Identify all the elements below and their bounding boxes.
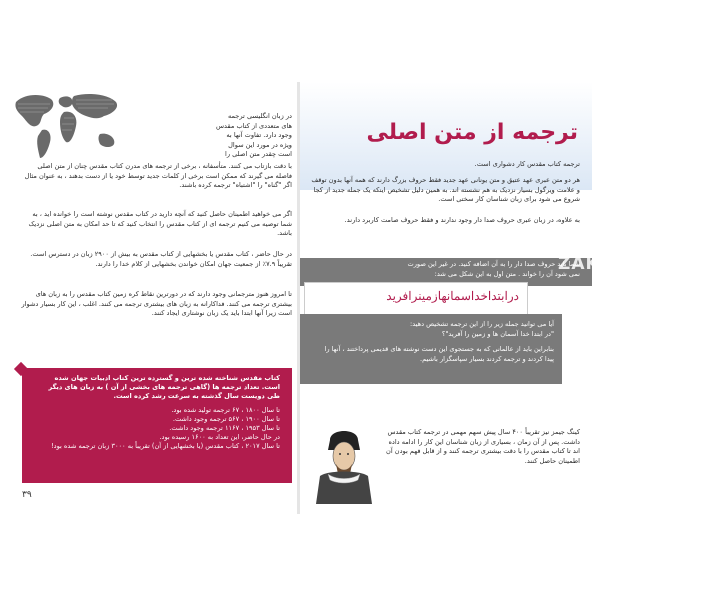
gratitude-paragraph: بنابراین باید از عالمانی که به جستجوی این دست نوشته های قدیمی پرداختند ، آنها را پیدا کردند و ترجمه کردند بسیار سپاسگزار باشیم. bbox=[324, 345, 554, 363]
left-paragraph-3: در حال حاضر ، کتاب مقدس یا بخشهایی از کتاب مقدس به بیش از ۲۹۰۰ زبان در دسترس است. تقریباً ۷.۹٪ از جمعیت جهان امکان خواندن بخشهایی از کلام خدا را دارند. bbox=[30, 250, 292, 268]
intro-line: وجود دارد. تفاوت آنها به bbox=[226, 131, 292, 140]
stats-item: تا سال ۱۹۵۳ ، ۱۱۶۷ ترجمه وجود داشت. bbox=[169, 424, 280, 433]
intro-line: های متعددی از کتاب مقدس bbox=[215, 121, 292, 130]
question-panel bbox=[300, 314, 562, 384]
page-number: ۳۹ bbox=[22, 490, 32, 500]
stats-item: تا سال ۲۰۱۷ ، کتاب مقدس (یا بخشهایی از آن) تقریباً به ۳۰۰۰ زبان ترجمه شده بود! bbox=[51, 442, 280, 451]
world-map-image bbox=[12, 88, 124, 164]
translation-stats-box bbox=[22, 368, 292, 483]
stats-item: تا سال ۱۸۰۰ ، ۶۷ ترجمه تولید شده بود. bbox=[171, 405, 280, 414]
stats-item: تا سال ۱۹۰۰ ، ۵۶۷ ترجمه وجود داشت. bbox=[172, 414, 280, 423]
intro-line: است چقدر متن اصلی را bbox=[225, 150, 292, 159]
left-intro bbox=[132, 112, 292, 160]
question-line: آیا می توانید جمله زیر را از این ترجمه تشخیص دهید: bbox=[409, 320, 554, 328]
stats-item: در حال حاضر، این تعداد به ۱۶۰۰ رسیده بود. bbox=[159, 433, 280, 442]
page-title: ترجمه از متن اصلی bbox=[366, 120, 578, 145]
left-paragraph-4: تا امروز هنوز مترجمانی وجود دارند که در دورترین نقاط کره زمین کتاب مقدس را به زبان های بیشتری ترجمه می کنند. فداکارانه به زبان های بیشتری ترجمه می کنند. اغلب ، این کار بسیار دشوار است زیرا آنها ابتدا باید یک زبان نوشتاری ایجاد کنند. bbox=[21, 290, 292, 318]
unvowelled-text-banner bbox=[304, 282, 528, 316]
grey-intro-line: نمی شود آن را خواند . متن اول به این شکل می شد: bbox=[434, 269, 580, 278]
intro-line: در زبان انگلیسی ترجمه bbox=[227, 112, 292, 120]
king-james-portrait bbox=[314, 420, 374, 504]
grey-intro-line: شما باید حروف صدا دار را به آن اضافه کنید. در غیر این صورت bbox=[407, 260, 580, 268]
watermark: ZAKBIJBELBOND bbox=[558, 254, 726, 274]
book-spread bbox=[8, 82, 726, 514]
right-paragraph-1: ترجمه کتاب مقدس کار دشواری است. bbox=[474, 160, 580, 168]
unvowelled-sample: درابتداخداسمانهازمینرافرید bbox=[386, 289, 519, 303]
left-paragraph-2: اگر می خواهید اطمینان حاصل کنید که آنچه دارید در کتاب مقدس نوشته است را خوانده اید ، به شما توصیه می کنیم ترجمه ای از کتاب مقدس را انتخاب کنید که تا حد امکان به متن اصلی نزدیک باشد. bbox=[28, 210, 292, 238]
left-paragraph-1: با دقت بازتاب می کنند. متأسفانه ، برخی از ترجمه های مدرن کتاب مقدس چنان از متن اصلی فاصله می گیرند که ممکن است برخی از کلمات جدید توسط خود یا از دست بدهند ، به عنوان مثال اگر "گناه" را "اشتباه" ترجمه کرده باشند. bbox=[24, 162, 292, 190]
intro-line: ویژه در مورد این سوال bbox=[228, 140, 292, 149]
stats-list bbox=[34, 406, 280, 452]
question-line: "در ابتدا خدا آسمان ها و زمین را آفرید"؟ bbox=[441, 329, 554, 338]
grey-intro bbox=[310, 260, 580, 279]
left-page bbox=[8, 82, 298, 514]
king-james-paragraph: کینگ جیمز نیز تقریباً ۴۰۰ سال پیش سهم مهمی در ترجمه کتاب مقدس داشت. پس از آن زمان ، بسیاری از زبان شناسان این کار را ادامه داده اند تا کتاب مقدس را با دقت بیشتری ترجمه کنند و از قابل فهم بودن آن اطمینان حاصل کنند. bbox=[386, 428, 580, 465]
right-page bbox=[300, 82, 726, 514]
right-paragraph-2: هر دو متن عبری عهد عتیق و متن یونانی عهد جدید فقط حروف بزرگ دارند که همه آنها بدون توقف و علامت ویرگول بسیار نزدیک به هم نشسته اند. به همین دلیل تشخیص اینکه یک جمله جدید از کجا شروع می شود برای زبان شناسان کار سختی است. bbox=[311, 176, 580, 204]
right-paragraph-3: به علاوه، در زبان عبری حروف صدا دار وجود ندارند و فقط حروف صامت کاربرد دارند. bbox=[344, 216, 580, 224]
stats-lead: کتاب مقدس شناخته شده ترین و گسترده ترین کتاب ادبیات جهان شده است. تعداد ترجمه ها (گاهی ترجمه های بخشی از آن ) به زبان های دیگر طی دویست سال گذشته به سرعت رشد کرده است. bbox=[48, 374, 280, 401]
